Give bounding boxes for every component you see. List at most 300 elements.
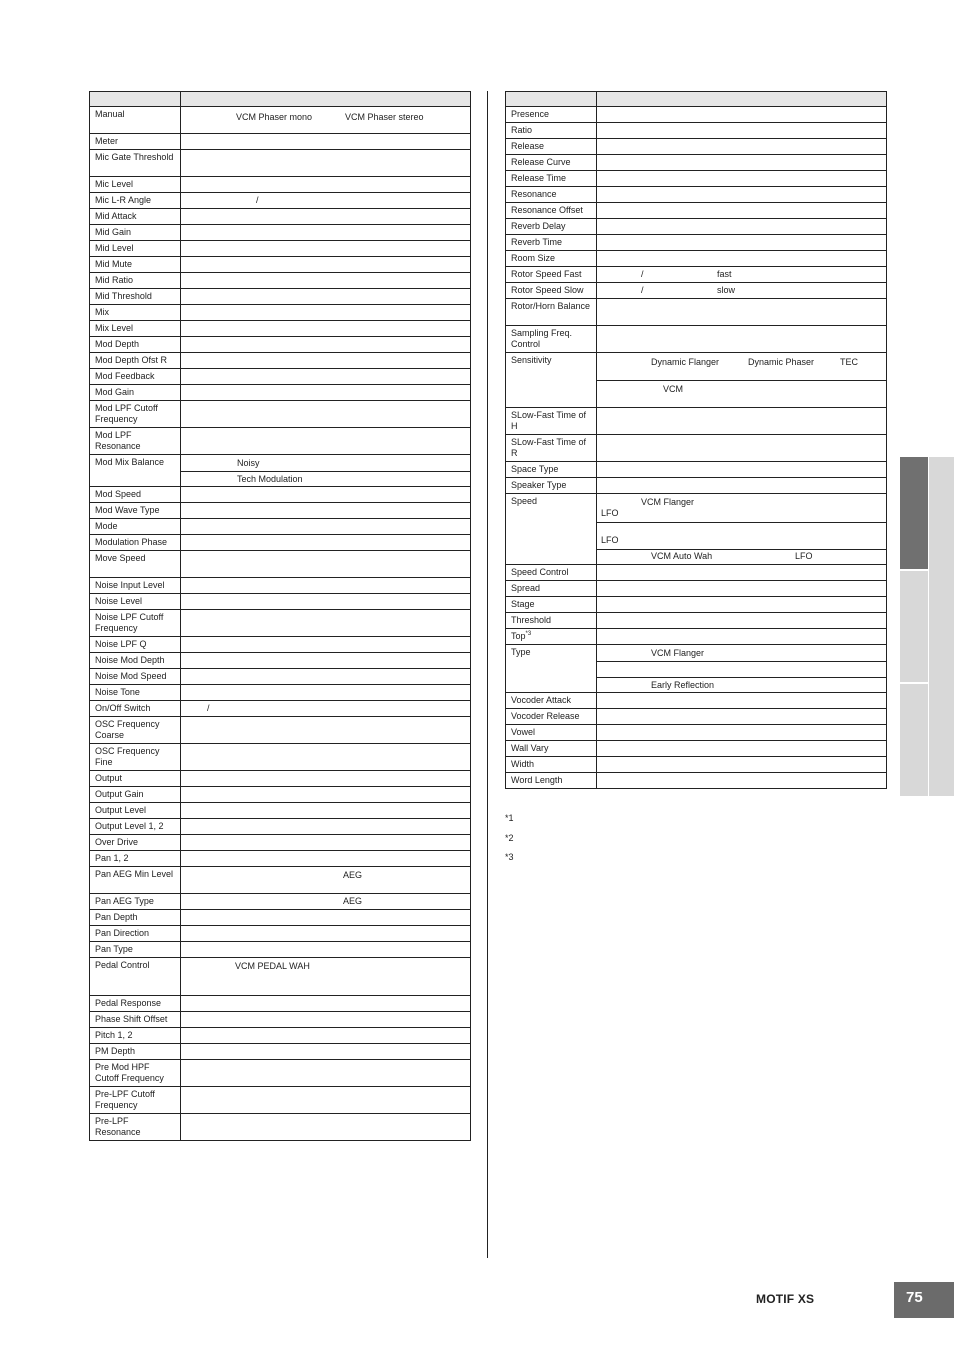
- parameter-name-text: Width: [511, 759, 535, 769]
- table-row: [90, 717, 471, 744]
- parameter-name-text: Rotor Speed Fast: [511, 269, 582, 279]
- parameter-name-text: Threshold: [511, 615, 552, 625]
- parameter-name: [90, 1060, 181, 1087]
- parameter-description: [181, 637, 471, 653]
- table-row: [90, 401, 471, 428]
- parameter-description: [597, 107, 887, 123]
- parameter-name-text: Noise Level: [95, 596, 143, 606]
- table-row: [90, 1087, 471, 1114]
- parameter-description: [181, 305, 471, 321]
- parameter-name-text: Pan Type: [95, 944, 133, 954]
- footnote-3: *3: [505, 852, 514, 862]
- page-number-box: [894, 1282, 954, 1318]
- parameter-name-text: Mod Wave Type: [95, 505, 160, 515]
- table-row: [90, 926, 471, 942]
- table-row: [90, 637, 471, 653]
- parameter-name: [90, 241, 181, 257]
- parameter-name-text: Mic Gate Threshold: [95, 152, 174, 162]
- parameter-name: [90, 996, 181, 1012]
- parameter-description: [181, 177, 471, 193]
- parameter-name-text: Noise Mod Speed: [95, 671, 167, 681]
- table-row: [90, 385, 471, 401]
- parameter-name: [90, 653, 181, 669]
- table-row: [90, 241, 471, 257]
- parameter-name: [90, 455, 181, 487]
- table-row: [506, 645, 887, 693]
- parameter-name-text: Pan Direction: [95, 928, 150, 938]
- description-text: fast: [717, 269, 732, 279]
- table-row: [90, 819, 471, 835]
- parameter-name-text: Mod Feedback: [95, 371, 155, 381]
- header-cell-description: [181, 92, 471, 107]
- parameter-name: [506, 629, 597, 645]
- description-text: /: [207, 703, 210, 713]
- parameter-name: [90, 744, 181, 771]
- parameter-name: [90, 958, 181, 996]
- parameter-description: [597, 757, 887, 773]
- table-row: [90, 942, 471, 958]
- parameter-name: [90, 685, 181, 701]
- parameter-name-text: Pan AEG Min Level: [95, 869, 174, 879]
- description-text: AEG: [343, 870, 363, 880]
- parameter-name: [90, 193, 181, 209]
- table-row: [90, 1028, 471, 1044]
- parameter-name: [506, 299, 597, 326]
- parameter-name: [506, 251, 597, 267]
- table-row: [506, 693, 887, 709]
- parameter-name: [506, 155, 597, 171]
- description-text: /: [641, 269, 644, 279]
- parameter-name: [506, 171, 597, 187]
- parameter-description: [181, 685, 471, 701]
- description-text: /: [256, 195, 259, 205]
- table-row: [506, 203, 887, 219]
- table-row: [90, 771, 471, 787]
- table-row: [506, 107, 887, 123]
- description-text: LFO: [795, 551, 813, 561]
- footer-product-name: MOTIF XS: [756, 1292, 815, 1306]
- table-row: [90, 1114, 471, 1141]
- parameter-name: [90, 321, 181, 337]
- parameter-description: [181, 958, 471, 996]
- parameter-name: [90, 305, 181, 321]
- left-parameter-table: [89, 91, 471, 1141]
- parameter-name-text: Vowel: [511, 727, 536, 737]
- sub-row-divider: [597, 522, 886, 523]
- table-row: [90, 910, 471, 926]
- parameter-description: [181, 610, 471, 637]
- parameter-name: [506, 581, 597, 597]
- parameter-name: [506, 478, 597, 494]
- parameter-description: [181, 701, 471, 717]
- parameter-name: [90, 637, 181, 653]
- parameter-name: [90, 289, 181, 305]
- page-number: 75: [906, 1289, 923, 1306]
- parameter-name: [90, 1012, 181, 1028]
- parameter-description: [597, 645, 887, 693]
- parameter-name-text: Mid Gain: [95, 227, 132, 237]
- table-row: [90, 369, 471, 385]
- table-row: [90, 535, 471, 551]
- parameter-name: [506, 326, 597, 353]
- section-tab-2: [900, 571, 928, 682]
- sub-row-divider: [597, 380, 886, 381]
- table-row: [90, 107, 471, 134]
- table-row: [90, 803, 471, 819]
- section-tab-active: [900, 457, 928, 569]
- description-text: VCM Phaser stereo: [345, 112, 424, 122]
- table-row: [90, 958, 471, 996]
- table-row: [506, 408, 887, 435]
- parameter-description: [597, 139, 887, 155]
- parameter-name: [90, 578, 181, 594]
- parameter-name-text: OSC Frequency Coarse: [95, 719, 160, 740]
- parameter-name-text: Ratio: [511, 125, 533, 135]
- parameter-name-text: Mid Threshold: [95, 291, 152, 301]
- table-row: [90, 787, 471, 803]
- parameter-name: [90, 369, 181, 385]
- header-cell-parameter: [90, 92, 181, 107]
- table-row: [506, 757, 887, 773]
- table-row: [90, 1044, 471, 1060]
- parameter-name-text: Manual: [95, 109, 125, 119]
- parameter-description: [181, 193, 471, 209]
- parameter-description: [181, 653, 471, 669]
- parameter-name-text: Mid Mute: [95, 259, 133, 269]
- sub-row-divider: [597, 677, 886, 678]
- parameter-name: [506, 203, 597, 219]
- parameter-name: [506, 645, 597, 693]
- parameter-description: [181, 996, 471, 1012]
- parameter-description: [181, 273, 471, 289]
- left-table-body: [90, 107, 471, 1141]
- parameter-description: [181, 1012, 471, 1028]
- parameter-description: [597, 693, 887, 709]
- parameter-name: [506, 773, 597, 789]
- parameter-description: [181, 669, 471, 685]
- table-row: [90, 289, 471, 305]
- table-row: [506, 171, 887, 187]
- table-row: [90, 578, 471, 594]
- parameter-description: [181, 1087, 471, 1114]
- parameter-name-text: Vocoder Attack: [511, 695, 572, 705]
- parameter-description: [181, 209, 471, 225]
- parameter-name-text: Mix: [95, 307, 109, 317]
- parameter-name: [506, 408, 597, 435]
- parameter-name: [90, 803, 181, 819]
- table-row: [90, 305, 471, 321]
- parameter-name: [90, 209, 181, 225]
- parameter-name: [506, 139, 597, 155]
- parameter-name-text: Mod Gain: [95, 387, 135, 397]
- parameter-description: [597, 565, 887, 581]
- parameter-description: [181, 1044, 471, 1060]
- parameter-name-text: Pedal Response: [95, 998, 162, 1008]
- parameter-description: [597, 123, 887, 139]
- table-row: [506, 725, 887, 741]
- parameter-name: [90, 519, 181, 535]
- description-text: Early Reflection: [651, 680, 715, 690]
- parameter-name-text: Rotor/Horn Balance: [511, 301, 591, 311]
- table-row: [90, 835, 471, 851]
- table-row: [90, 428, 471, 455]
- description-text: slow: [717, 285, 736, 295]
- table-row: [506, 581, 887, 597]
- parameter-name: [90, 701, 181, 717]
- parameter-name: [506, 565, 597, 581]
- parameter-name-text: Mod Depth Ofst R: [95, 355, 168, 365]
- parameter-name-text: Vocoder Release: [511, 711, 580, 721]
- description-text: VCM PEDAL WAH: [235, 961, 310, 971]
- table-row: [90, 193, 471, 209]
- description-text: Dynamic Phaser: [748, 357, 815, 367]
- parameter-description: [181, 225, 471, 241]
- table-row: [90, 996, 471, 1012]
- table-row: [90, 744, 471, 771]
- parameter-name: [90, 894, 181, 910]
- parameter-description: [181, 519, 471, 535]
- table-row: [506, 139, 887, 155]
- parameter-name: [90, 273, 181, 289]
- table-row: [506, 123, 887, 139]
- parameter-name: [90, 771, 181, 787]
- description-text: VCM: [663, 384, 683, 394]
- parameter-name: [90, 717, 181, 744]
- parameter-name-text: Output Level: [95, 805, 147, 815]
- parameter-description: [597, 155, 887, 171]
- parameter-name: [506, 613, 597, 629]
- description-text: VCM Auto Wah: [651, 551, 713, 561]
- table-row: [506, 565, 887, 581]
- table-row: [506, 478, 887, 494]
- right-table-body: [506, 107, 887, 789]
- parameter-name-text: Top: [511, 631, 526, 641]
- parameter-name-text: OSC Frequency Fine: [95, 746, 160, 767]
- parameter-description: [597, 187, 887, 203]
- parameter-description: [597, 267, 887, 283]
- parameter-name-text: Release: [511, 141, 545, 151]
- parameter-description: [597, 408, 887, 435]
- parameter-name-text: Mod Speed: [95, 489, 142, 499]
- parameter-description: [597, 203, 887, 219]
- parameter-name: [506, 353, 597, 408]
- sub-row-divider: [597, 661, 886, 662]
- parameter-name-text: SLow-Fast Time of R: [511, 437, 587, 458]
- parameter-name-text: Stage: [511, 599, 535, 609]
- section-tab-strip: [929, 457, 954, 796]
- table-row: [506, 155, 887, 171]
- parameter-name-text: Space Type: [511, 464, 559, 474]
- footnote-ref: *3: [525, 631, 532, 637]
- parameter-name: [90, 910, 181, 926]
- table-row: [506, 435, 887, 462]
- parameter-description: [597, 251, 887, 267]
- parameter-description: [181, 487, 471, 503]
- parameter-name-text: Pan Depth: [95, 912, 138, 922]
- parameter-name-text: Mod Depth: [95, 339, 140, 349]
- parameter-name: [506, 435, 597, 462]
- parameter-name-text: Over Drive: [95, 837, 139, 847]
- parameter-name: [90, 669, 181, 685]
- table-row: [90, 455, 471, 487]
- table-header-row: [506, 92, 887, 107]
- parameter-name-text: Room Size: [511, 253, 556, 263]
- parameter-name: [90, 487, 181, 503]
- parameter-description: [597, 478, 887, 494]
- parameter-description: [597, 725, 887, 741]
- parameter-name: [90, 177, 181, 193]
- parameter-description: [181, 257, 471, 273]
- table-row: [90, 594, 471, 610]
- table-row: [90, 487, 471, 503]
- table-row: [90, 1060, 471, 1087]
- footnote-1: *1: [505, 813, 514, 823]
- table-row: [90, 177, 471, 193]
- table-row: [90, 150, 471, 177]
- parameter-name-text: Pedal Control: [95, 960, 150, 970]
- parameter-description: [181, 1060, 471, 1087]
- parameter-name-text: Presence: [511, 109, 550, 119]
- table-row: [90, 669, 471, 685]
- parameter-description: [181, 744, 471, 771]
- parameter-name-text: Meter: [95, 136, 119, 146]
- table-row: [506, 613, 887, 629]
- parameter-description: [181, 867, 471, 894]
- parameter-name: [90, 385, 181, 401]
- parameter-description: [597, 613, 887, 629]
- description-text: Dynamic Flanger: [651, 357, 720, 367]
- parameter-name: [90, 150, 181, 177]
- parameter-name: [90, 1028, 181, 1044]
- column-divider: [487, 91, 488, 1258]
- table-row: [506, 235, 887, 251]
- parameter-description: [181, 337, 471, 353]
- parameter-name: [90, 867, 181, 894]
- parameter-description: [181, 455, 471, 487]
- table-row: [506, 187, 887, 203]
- parameter-description: [181, 369, 471, 385]
- parameter-name-text: Pan AEG Type: [95, 896, 154, 906]
- description-text: Tech Modulation: [237, 474, 303, 484]
- parameter-name-text: Type: [511, 647, 531, 657]
- parameter-name-text: Mod LPF Resonance: [95, 430, 141, 451]
- parameter-description: [597, 283, 887, 299]
- table-row: [90, 321, 471, 337]
- parameter-name: [506, 462, 597, 478]
- parameter-description: [597, 326, 887, 353]
- parameter-description: [181, 803, 471, 819]
- parameter-name-text: Mid Attack: [95, 211, 137, 221]
- header-cell-description: [597, 92, 887, 107]
- parameter-description: [181, 819, 471, 835]
- parameter-description: [597, 629, 887, 645]
- parameter-description: [181, 353, 471, 369]
- parameter-name-text: Pre-LPF Resonance: [95, 1116, 141, 1137]
- table-row: [90, 551, 471, 578]
- parameter-name-text: Sensitivity: [511, 355, 552, 365]
- sub-row-divider: [597, 549, 886, 550]
- table-row: [506, 219, 887, 235]
- table-row: [90, 273, 471, 289]
- table-row: [90, 867, 471, 894]
- parameter-name-text: Speed Control: [511, 567, 569, 577]
- parameter-description: [181, 551, 471, 578]
- parameter-name: [90, 401, 181, 428]
- parameter-description: [181, 851, 471, 867]
- table-row: [506, 326, 887, 353]
- parameter-description: [597, 435, 887, 462]
- table-row: [506, 283, 887, 299]
- parameter-name: [506, 597, 597, 613]
- table-row: [90, 503, 471, 519]
- table-row: [506, 299, 887, 326]
- description-text: VCM Flanger: [641, 497, 695, 507]
- parameter-name-text: Modulation Phase: [95, 537, 168, 547]
- parameter-description: [597, 709, 887, 725]
- parameter-description: [181, 321, 471, 337]
- parameter-name: [506, 187, 597, 203]
- table-row: [506, 597, 887, 613]
- parameter-description: [597, 353, 887, 408]
- parameter-description: [597, 581, 887, 597]
- parameter-name-text: Output Level 1, 2: [95, 821, 164, 831]
- table-row: [506, 629, 887, 645]
- parameter-name: [506, 219, 597, 235]
- parameter-name-text: Mod LPF Cutoff Frequency: [95, 403, 158, 424]
- parameter-name-text: Pitch 1, 2: [95, 1030, 133, 1040]
- description-text: LFO: [601, 508, 619, 518]
- table-row: [506, 251, 887, 267]
- parameter-name-text: Mode: [95, 521, 118, 531]
- parameter-name-text: Noise Mod Depth: [95, 655, 165, 665]
- description-text: /: [641, 285, 644, 295]
- table-row: [90, 353, 471, 369]
- parameter-name: [506, 283, 597, 299]
- parameter-description: [181, 1028, 471, 1044]
- table-header-row: [90, 92, 471, 107]
- parameter-description: [597, 299, 887, 326]
- parameter-name-text: Wall Vary: [511, 743, 549, 753]
- table-row: [90, 209, 471, 225]
- table-row: [90, 610, 471, 637]
- table-row: [90, 519, 471, 535]
- parameter-description: [181, 503, 471, 519]
- parameter-description: [181, 594, 471, 610]
- parameter-name-text: Resonance Offset: [511, 205, 583, 215]
- parameter-name: [90, 225, 181, 241]
- description-text: VCM Phaser mono: [236, 112, 313, 122]
- table-row: [506, 462, 887, 478]
- parameter-description: [181, 894, 471, 910]
- parameter-name-text: Speaker Type: [511, 480, 567, 490]
- parameter-name: [506, 494, 597, 565]
- parameter-name-text: Spread: [511, 583, 541, 593]
- parameter-name: [90, 1114, 181, 1141]
- parameter-name: [90, 1044, 181, 1060]
- table-row: [90, 851, 471, 867]
- table-row: [506, 741, 887, 757]
- parameter-name-text: Mid Level: [95, 243, 134, 253]
- table-row: [90, 225, 471, 241]
- section-tab-3: [900, 684, 928, 796]
- parameter-description: [181, 910, 471, 926]
- parameter-name-text: Resonance: [511, 189, 557, 199]
- table-row: [90, 1012, 471, 1028]
- description-text: VCM Flanger: [651, 648, 705, 658]
- parameter-name: [90, 926, 181, 942]
- parameter-name-text: Noise LPF Cutoff Frequency: [95, 612, 164, 633]
- parameter-name: [506, 693, 597, 709]
